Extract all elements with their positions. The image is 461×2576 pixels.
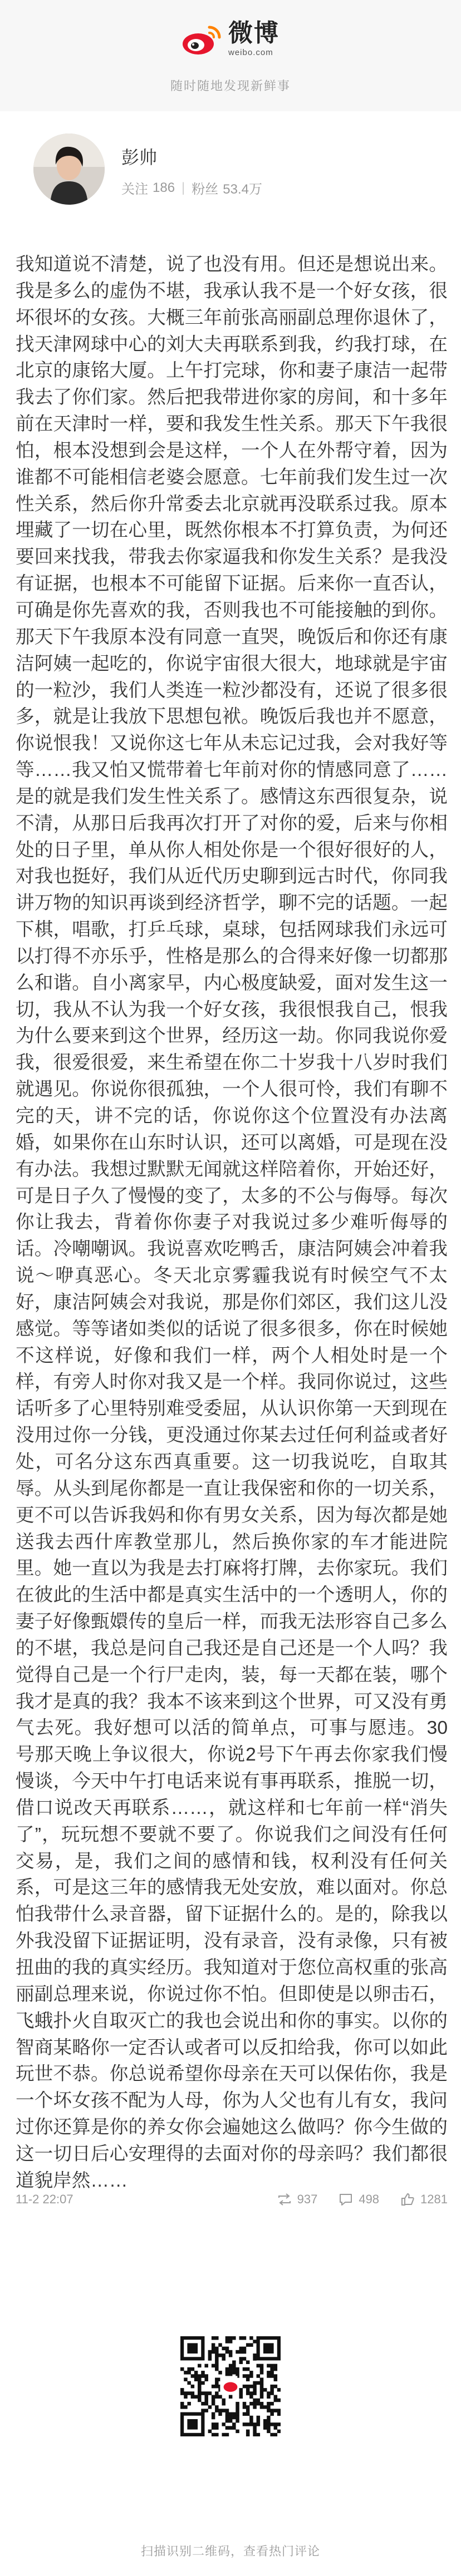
username[interactable]: 彭帅 [121, 147, 158, 167]
following-label: 关注 [121, 182, 148, 197]
weibo-logo[interactable] [0, 21, 461, 57]
stats-divider: | [182, 180, 185, 195]
qr-code-image [180, 2336, 281, 2436]
weibo-eye-icon [182, 23, 223, 56]
followers-count[interactable]: 53.4万 [223, 182, 262, 197]
like-count: 1281 [420, 2192, 448, 2206]
footer-hint: 扫描识别二维码，查看热门评论 [140, 2544, 320, 2558]
profile-stats [121, 178, 262, 197]
like-button[interactable] [400, 2192, 448, 2207]
post-meta [16, 2188, 448, 2211]
avatar-photo [33, 134, 105, 205]
qr-code[interactable] [180, 2336, 281, 2436]
post-time: 11-2 22:07 [16, 2192, 73, 2206]
repost-button[interactable] [277, 2192, 318, 2207]
followers-label: 粉丝 [192, 182, 219, 197]
profile-card [21, 127, 440, 221]
app-header [0, 0, 461, 111]
repost-count: 937 [297, 2192, 318, 2206]
logo-domain: weibo.com [228, 48, 273, 57]
thumbs-up-icon [400, 2193, 415, 2206]
comment-count: 498 [359, 2192, 380, 2206]
comment-button[interactable] [339, 2192, 379, 2207]
following-count[interactable]: 186 [153, 180, 175, 195]
slogan: 随时随地发现新鲜事 [170, 79, 291, 93]
avatar[interactable] [33, 134, 105, 205]
comment-icon [339, 2193, 353, 2206]
post-body: 我知道说不清楚，说了也没有用。但还是想说出来。我是多么的虚伪不堪，我承认我不是一个好女孩，很坏很坏的女孩。大概三年前张高丽副总理你退休了，找天津网球中心的刘大夫再联系到我，约我打球，在北京的康铭大厦。上午打完球，你和妻子康洁一起带我去了你们家。然后把我带进你家的房间，和十多年前在天津时一样，要和我发生性关系。那天下午我很怕，根本没想到会是这样，一个人在外帮守着，因为谁都不可能相信老婆会愿意。七年前我们发生过一次性关系，然后你升常委去北京就再没联系过我。原本埋藏了一切在心里，既然你根本不打算负责，为何还要回来找我，带我去你家逼我和你发生关系？是我没有证据，也根本不可能留下证据。后来你一直否认，可确是你先喜欢的我，否则我也不可能接触的到你。那天下午我原本没有同意一直哭，晚饭后和你还有康洁阿姨一起吃的，你说宇宙很大很大，地球就是宇宙的一粒沙，我们人类连一粒沙都没有，还说了很多很多，就是让我放下思想包袱。晚饭后我也并不愿意，你说恨我！又说你这七年从未忘记过我，会对我好等等……我又怕又慌带着七年前对你的情感同意了……是的就是我们发生性关系了。感情这东西很复杂，说不清，从那日后我再次打开了对你的爱，后来与你相处的日子里，单从你人相处你是一个很好很好的人，对我也挺好，我们从近代历史聊到远古时代，你同我讲万物的知识再谈到经济哲学，聊不完的话题。一起下棋，唱歌，打乒乓球，桌球，包括网球我们永远可以打得不亦乐乎，性格是那么的合得来好像一切都那么和谐。自小离家早，内心极度缺爱，面对发生这一切，我从不认为我一个好女孩，我很恨我自己，恨我为什么要来到这个世界，经历这一劫。你同我说你爱我，很爱很爱，来生希望在你二十岁我十八岁时我们就遇见。你说你很孤独，一个人很可怜，我们有聊不完的天，讲不完的话，你说你这个位置没有办法离婚，如果你在山东时认识，还可以离婚，可是现在没有办法。我想过默默无闻就这样陪着你，开始还好，可是日子久了慢慢的变了，太多的不公与侮辱。每次你让我去，背着你你妻子对我说过多少难听侮辱的话。冷嘲嘲讽。我说喜欢吃鸭舌，康洁阿姨会冲着我说～咿真恶心。冬天北京雾霾我说有时候空气不太好，康洁阿姨会对我说，那是你们郊区，我们这儿没感觉。等等诸如类似的话说了很多很多，你在时候她不这样说，好像和我们一样，两个人相处时是一个样，有旁人时你对我又是一个样。我同你说过，这些话听多了心里特别难受委屈，从认识你第一天到现在没用过你一分钱，更没通过你某去过任何利益或者好处，可名分这东西真重要。这一切我说吃，自取其辱。从头到尾你都是一直让我保密和你的一切关系，更不可以告诉我妈和你有男女关系，因为每次都是她送我去西什库教堂那儿，然后换你家的车才能进院里。她一直以为我是去打麻将打牌，去你家玩。我们在彼此的生活中都是真实生活中的一个透明人，你的妻子好像甄嬛传的皇后一样，而我无法形容自己多么的不堪，我总是问自己我还是自己还是一个人吗？我觉得自己是一个行尸走肉，装，每一天都在装，哪个我才是真的我？我本不该来到这个世界，可又没有勇气去死。我好想可以活的简单点，可事与愿违。30号那天晚上争议很大，你说2号下午再去你家我们慢慢谈，今天中午打电话来说有事再联系，推脱一切，借口说改天再联系……，就这样和七年前一样“消失了”，玩玩想不要就不要了。你说我们之间没有任何交易，是，我们之间的感情和钱，权利没有任何关系，可是这三年的感情我无处安放，难以面对。你总怕我带什么录音器，留下证据什么的。是的，除我以外我没留下证据证明，没有录音，没有录像，只有被扭曲的我的真实经历。我知道对于您位高权重的张高丽副总理来说，你说过你不怕。但即使是以卵击石，飞蛾扑火自取灭亡的我也会说出和你的事实。以你的智商某略你一定否认或者可以反扣给我，你可以如此玩世不恭。你总说希望你母亲在天可以保佑你，我是一个坏女孩不配为人母，你为人父也有儿有女，我问过你还算是你的养女你会遍她这么做吗？你今生做的这一切日后心安理得的去面对你的母亲吗？我们都很道貌岸然…… [16, 254, 448, 2191]
logo-text: 微博 [228, 19, 279, 47]
repost-icon [277, 2193, 292, 2206]
